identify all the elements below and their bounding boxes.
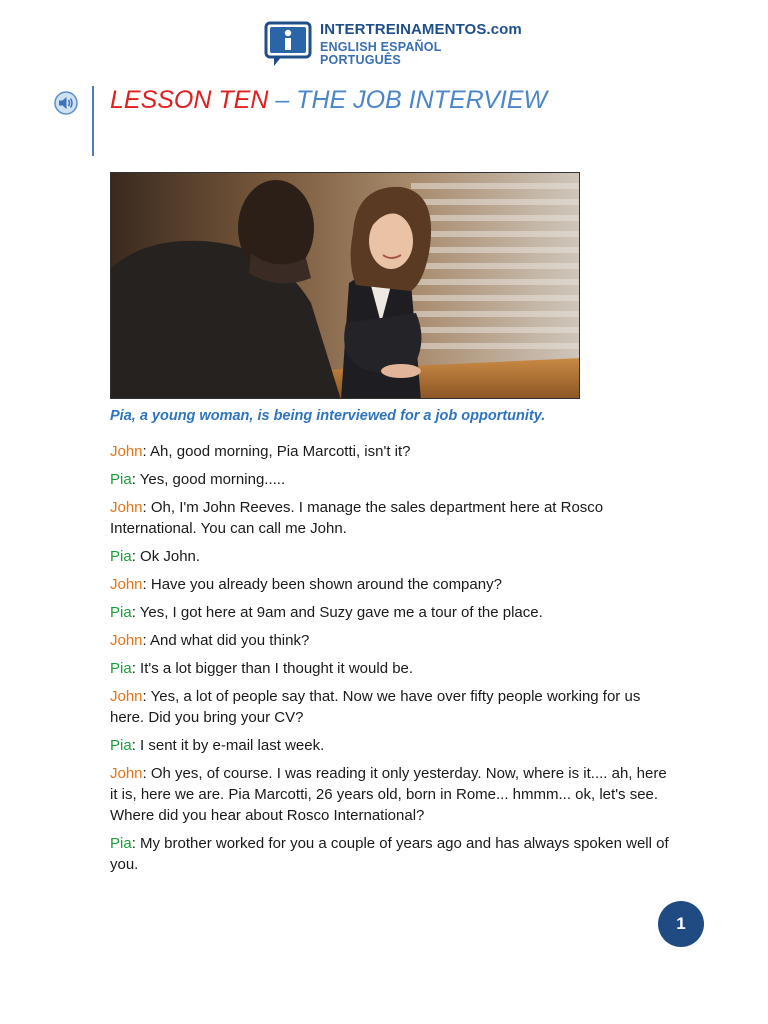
speaker-name: Pia <box>110 737 132 754</box>
speaker-name: John <box>110 688 143 705</box>
speaker-name: Pia <box>110 660 132 677</box>
brand-name: INTERTREINAMENTOS.com <box>320 21 522 38</box>
speaker-name: John <box>110 632 143 649</box>
speaker-name: Pia <box>110 471 132 488</box>
dialogue-line <box>110 497 670 539</box>
lesson-topic: – THE JOB INTERVIEW <box>268 86 548 114</box>
dialogue-line <box>110 658 670 679</box>
dialogue-line <box>110 686 670 728</box>
brand-logo <box>264 20 522 68</box>
line-text: : Yes, I got here at 9am and Suzy gave me a tour of the place. <box>131 604 543 621</box>
photo-caption: Pia, a young woman, is being interviewed for a job opportunity. <box>110 408 546 424</box>
line-text: : Oh yes, of course. I was reading it only yesterday. Now, where is it.... ah, here it is, here we are. Pia Marcotti, 26 years old, born in Rome... hmmm... ok, let's see. Where did you hear about Rosco International? <box>110 765 667 824</box>
speaker-name: Pia <box>110 835 132 852</box>
line-text: : Have you already been shown around the company? <box>142 576 502 593</box>
line-text: : Yes, a lot of people say that. Now we have over fifty people working for us here. Did you bring your CV? <box>110 688 641 726</box>
dialogue-line <box>110 469 670 490</box>
line-text: : My brother worked for you a couple of years ago and has always spoken well of you. <box>110 835 669 873</box>
dialogue-line <box>110 833 670 875</box>
line-text: : Oh, I'm John Reeves. I manage the sales department here at Rosco International. You can call me John. <box>110 499 604 537</box>
speaker-name: John <box>110 765 143 782</box>
line-text: : It's a lot bigger than I thought it would be. <box>131 660 414 677</box>
dialogue-line <box>110 630 670 651</box>
page-number-badge: 1 <box>658 901 704 947</box>
dialogue-line <box>110 735 670 756</box>
lesson-number: LESSON TEN <box>110 86 269 114</box>
header-divider <box>92 86 94 156</box>
speaker-name: John <box>110 499 143 516</box>
info-speech-bubble-icon <box>264 20 314 68</box>
dialogue-line <box>110 441 670 462</box>
brand-languages: ENGLISH ESPAÑOL PORTUGUÊS <box>320 40 442 67</box>
speaker-name: John <box>110 443 143 460</box>
interview-photo <box>110 172 580 399</box>
speaker-name: John <box>110 576 143 593</box>
line-text: : Yes, good morning..... <box>131 471 286 488</box>
dialogue-line <box>110 602 670 623</box>
line-text: : I sent it by e-mail last week. <box>131 737 325 754</box>
dialogue-line <box>110 763 670 826</box>
line-text: : Ok John. <box>131 548 201 565</box>
line-text: : And what did you think? <box>142 632 310 649</box>
speaker-name: Pia <box>110 604 132 621</box>
line-text: : Ah, good morning, Pia Marcotti, isn't it? <box>142 443 411 460</box>
speaker-icon[interactable] <box>54 91 78 115</box>
lesson-title <box>110 86 547 115</box>
speaker-name: Pia <box>110 548 132 565</box>
dialogue <box>110 441 670 882</box>
dialogue-line <box>110 546 670 567</box>
dialogue-line <box>110 574 670 595</box>
